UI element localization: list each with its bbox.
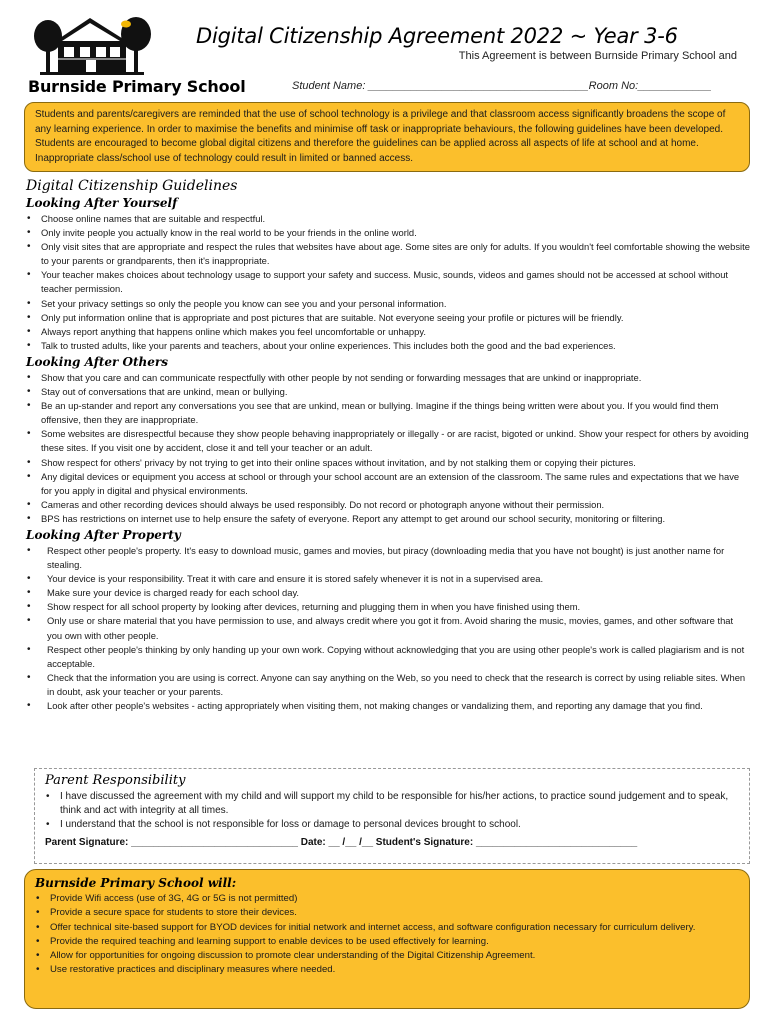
notice-box: Students and parents/caregivers are reminded that the use of school technology is a privilege and that classroom access significantly broadens the scope of any learning experience. In order to maximise the benefits and minimise off task or inappropriate behaviours, the following guidelines have been developed. Students are encouraged to become global digital citizens and therefore the guidelines can be applied across all aspects of life at school and at home. Inappropriate class/school use of technology could result in limited or banned access. bbox=[24, 102, 750, 172]
parent-responsibility-list bbox=[45, 790, 739, 833]
list-item: • Show respect for others' privacy by not trying to get into their online spaces without invitation, and by not stalking them or copying their pictures. bbox=[26, 456, 750, 470]
list-item: • I understand that the school is not responsible for loss or damage to personal devices brought to school. bbox=[45, 818, 739, 832]
list-item: • Always report anything that happens online which makes you feel uncomfortable or unhappy. bbox=[26, 325, 750, 339]
list-item: • Check that the information you are using is correct. Anyone can say anything on the Web, so you need to check that the research is correct by using reliable sites. When in doubt, ask your teacher or your parents. bbox=[26, 671, 750, 699]
section-title-property: Looking After Property bbox=[26, 527, 181, 542]
school-name: Burnside Primary School bbox=[28, 77, 246, 96]
list-item: • Your teacher makes choices about technology usage to support your safety and success. Music, sounds, videos and games should not be accessed at school without teacher permission. bbox=[26, 268, 750, 296]
school-commitments-box bbox=[24, 869, 750, 1009]
agreement-intro: This Agreement is between Burnside Primary School and bbox=[458, 50, 737, 62]
list-item: • Respect other people's thinking by only handing up your own work. Copying without acknowledging that you are using other people's work is called plagiarism and is not acceptable. bbox=[26, 643, 750, 671]
student-name-room-fields[interactable]: Student Name: ____________________________________Room No:____________ bbox=[292, 80, 712, 92]
guidelines-title: Digital Citizenship Guidelines bbox=[26, 178, 238, 194]
list-item: • Stay out of conversations that are unkind, mean or bullying. bbox=[26, 385, 750, 399]
list-item: • Set your privacy settings so only the people you know can see you and your personal information. bbox=[26, 297, 750, 311]
list-item: • Only visit sites that are appropriate and respect the rules that websites have about age. Some sites are only for adults. If you wouldn't feel comfortable showing the website to your parents or grandparents, then it's inappropriate. bbox=[26, 240, 750, 268]
list-item: • I have discussed the agreement with my child and will support my child to be responsible for his/her actions, to practice sound judgement and to speak, think and act with integrity at all times. bbox=[45, 790, 739, 818]
guidelines-section bbox=[26, 178, 750, 713]
list-item: • Show that you care and can communicate respectfully with other people by not sending or forwarding messages that are unkind or inappropriate. bbox=[26, 371, 750, 385]
list-item: • Provide Wifi access (use of 3G, 4G or 5G is not permitted) bbox=[35, 892, 739, 906]
school-house-logo-icon bbox=[32, 14, 152, 76]
school-commitments-title: Burnside Primary School will: bbox=[35, 876, 237, 890]
list-looking-after-others bbox=[26, 371, 750, 526]
list-item: • Make sure your device is charged ready for each school day. bbox=[26, 586, 750, 600]
page-title: Digital Citizenship Agreement 2022 ~ Year 3-6 bbox=[196, 24, 678, 48]
list-looking-after-property bbox=[26, 544, 750, 713]
page-header bbox=[0, 0, 770, 100]
parent-responsibility-title: Parent Responsibility bbox=[45, 773, 186, 788]
list-looking-after-yourself bbox=[26, 212, 750, 353]
list-item: • BPS has restrictions on internet use to help ensure the safety of everyone. Report any attempt to get around our school security, monitoring or filtering. bbox=[26, 512, 750, 526]
list-item: • Provide a secure space for students to store their devices. bbox=[35, 906, 739, 920]
school-commitments-list bbox=[35, 892, 739, 978]
list-item: • Allow for opportunities for ongoing discussion to promote clear understanding of the Digital Citizenship Agreement. bbox=[35, 949, 739, 963]
section-title-yourself: Looking After Yourself bbox=[26, 196, 178, 210]
list-item: • Look after other people's websites - acting appropriately when visiting them, not making changes or vandalizing them, and reporting any damage that you find. bbox=[26, 699, 750, 713]
list-item: • Your device is your responsibility. Treat it with care and ensure it is stored safely whenever it is not in a supervised area. bbox=[26, 572, 750, 586]
signature-fields[interactable]: Parent Signature: ______________________________ Date: __ /__ /__ Student's Signature: _____________________________ bbox=[45, 836, 638, 848]
list-item: • Only invite people you actually know in the real world to be your friends in the online world. bbox=[26, 226, 750, 240]
list-item: • Show respect for all school property by looking after devices, returning and plugging them in when you have finished using them. bbox=[26, 600, 750, 614]
list-item: • Any digital devices or equipment you access at school or through your school account are an extension of the classroom. The same rules and expectations that we have for you apply in digital and physical environments. bbox=[26, 470, 750, 498]
list-item: • Only put information online that is appropriate and post pictures that are suitable. Not everyone seeing your profile or pictures will be friendly. bbox=[26, 311, 750, 325]
section-title-others: Looking After Others bbox=[26, 354, 168, 369]
list-item: • Offer technical site-based support for BYOD devices for initial network and internet access, and software configuration necessary for curriculum delivery. bbox=[35, 921, 739, 935]
list-item: • Be an up-stander and report any conversations you see that are unkind, mean or bullying. Imagine if the things being written were about you. If you would find them offensive, then they are inappropriate. bbox=[26, 399, 750, 427]
list-item: • Provide the required teaching and learning support to enable devices to be used effectively for learning. bbox=[35, 935, 739, 949]
list-item: • Choose online names that are suitable and respectful. bbox=[26, 212, 750, 226]
parent-responsibility-box bbox=[34, 768, 750, 864]
list-item: • Talk to trusted adults, like your parents and teachers, about your online experiences. This includes both the good and the bad experiences. bbox=[26, 339, 750, 353]
list-item: • Only use or share material that you have permission to use, and always credit where you got it from. Avoid sharing the music, movies, games, and other software that you own with other people. bbox=[26, 614, 750, 642]
list-item: • Some websites are disrespectful because they show people behaving inappropriately or illegally - or are racist, bigoted or unkind. Show your respect for others by avoiding these sites. If you visit one by accident, close it and tell your teacher or an adult. bbox=[26, 427, 750, 455]
list-item: • Use restorative practices and disciplinary measures where needed. bbox=[35, 963, 739, 977]
list-item: • Respect other people's property. It's easy to download music, games and movies, but piracy (downloading media that you have not bought) is just another name for stealing. bbox=[26, 544, 750, 572]
list-item: • Cameras and other recording devices should always be used responsibly. Do not record or photograph anyone without their permission. bbox=[26, 498, 750, 512]
